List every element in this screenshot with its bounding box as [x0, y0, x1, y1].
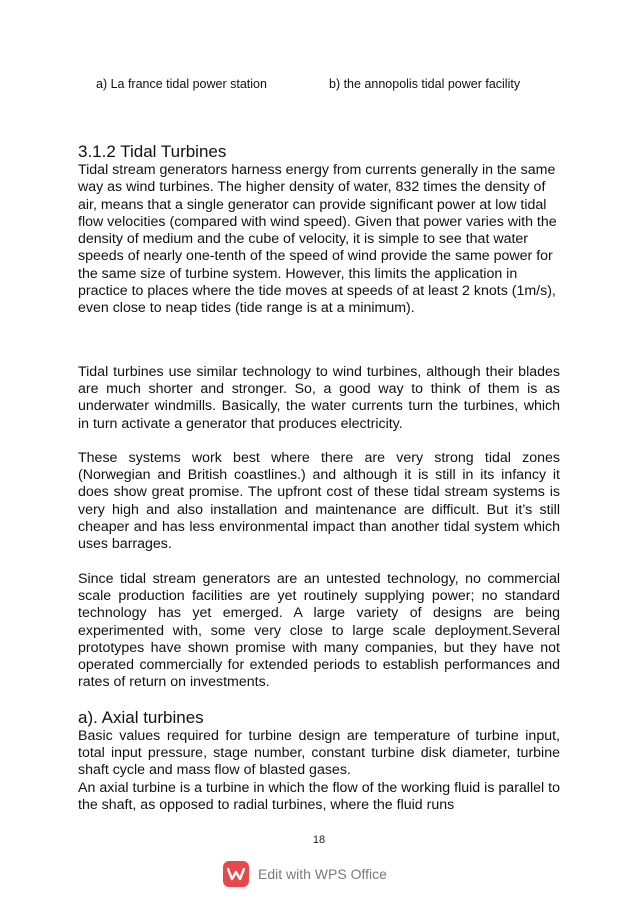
- paragraph-tidal-turbines: Tidal turbines use similar technology to wind turbines, although their blades are much shorter and stronger. So, a good way to think of them is as underwater windmills. Basically, the water currents turn the turbines, which in turn activate a generator that produces electricity.: [78, 363, 560, 432]
- subsection-heading: a). Axial turbines: [78, 707, 204, 727]
- caption-a: a) La france tidal power station: [96, 77, 267, 91]
- caption-b: b) the annopolis tidal power facility: [329, 77, 521, 91]
- figure-captions: [96, 77, 556, 91]
- section-heading: 3.1.2 Tidal Turbines: [78, 142, 227, 161]
- main-content: [78, 142, 560, 814]
- wps-watermark[interactable]: [223, 861, 387, 887]
- paragraph-systems: These systems work best where there are very strong tidal zones (Norwegian and British coastlines.) and although it is still in its infancy it does show great promise. The upfront cost of these tidal stream systems is very high and also installation and maintenance are difficult. But it’s still cheaper and has less environmental impact than another tidal system which uses barrages.: [78, 449, 560, 553]
- paragraph-tidal-stream: Tidal stream generators harness energy from currents generally in the same way as wind turbines. The higher density of water, 832 times the density of air, means that a single generator can provide significant power at low tidal flow velocities (compared with wind speed). Given that power varies with the density of medium and the cube of velocity, it is simple to see that water speeds of nearly one-tenth of the speed of wind provide the same power for the same size of turbine system. However, this limits the application in practice to places where the tide moves at speeds of at least 2 knots (1m/s), even close to neap tides (tide range is at a minimum).: [78, 162, 557, 317]
- paragraph-axial-turbine: An axial turbine is a turbine in which the flow of the working fluid is parallel to the shaft, as opposed to radial turbines, where the fluid runs: [78, 779, 560, 813]
- paragraph-design-values: Basic values required for turbine design are temperature of turbine input, total input pressure, stage number, constant turbine disk diameter, turbine shaft cycle and mass flow of blasted gases.: [78, 727, 560, 779]
- page-number: 18: [312, 834, 326, 846]
- paragraph-untested: Since tidal stream generators are an untested technology, no commercial scale production facilities are yet routinely supplying power; no standard technology has yet emerged. A large variety of designs are being experimented with, some very close to large scale deployment.Several prototypes have shown promise with many companies, but they have not operated commercially for extended periods to establish performances and rates of return on investments.: [78, 570, 560, 691]
- wps-brand-text: Edit with WPS Office: [258, 866, 387, 882]
- wps-logo-icon: [223, 861, 249, 887]
